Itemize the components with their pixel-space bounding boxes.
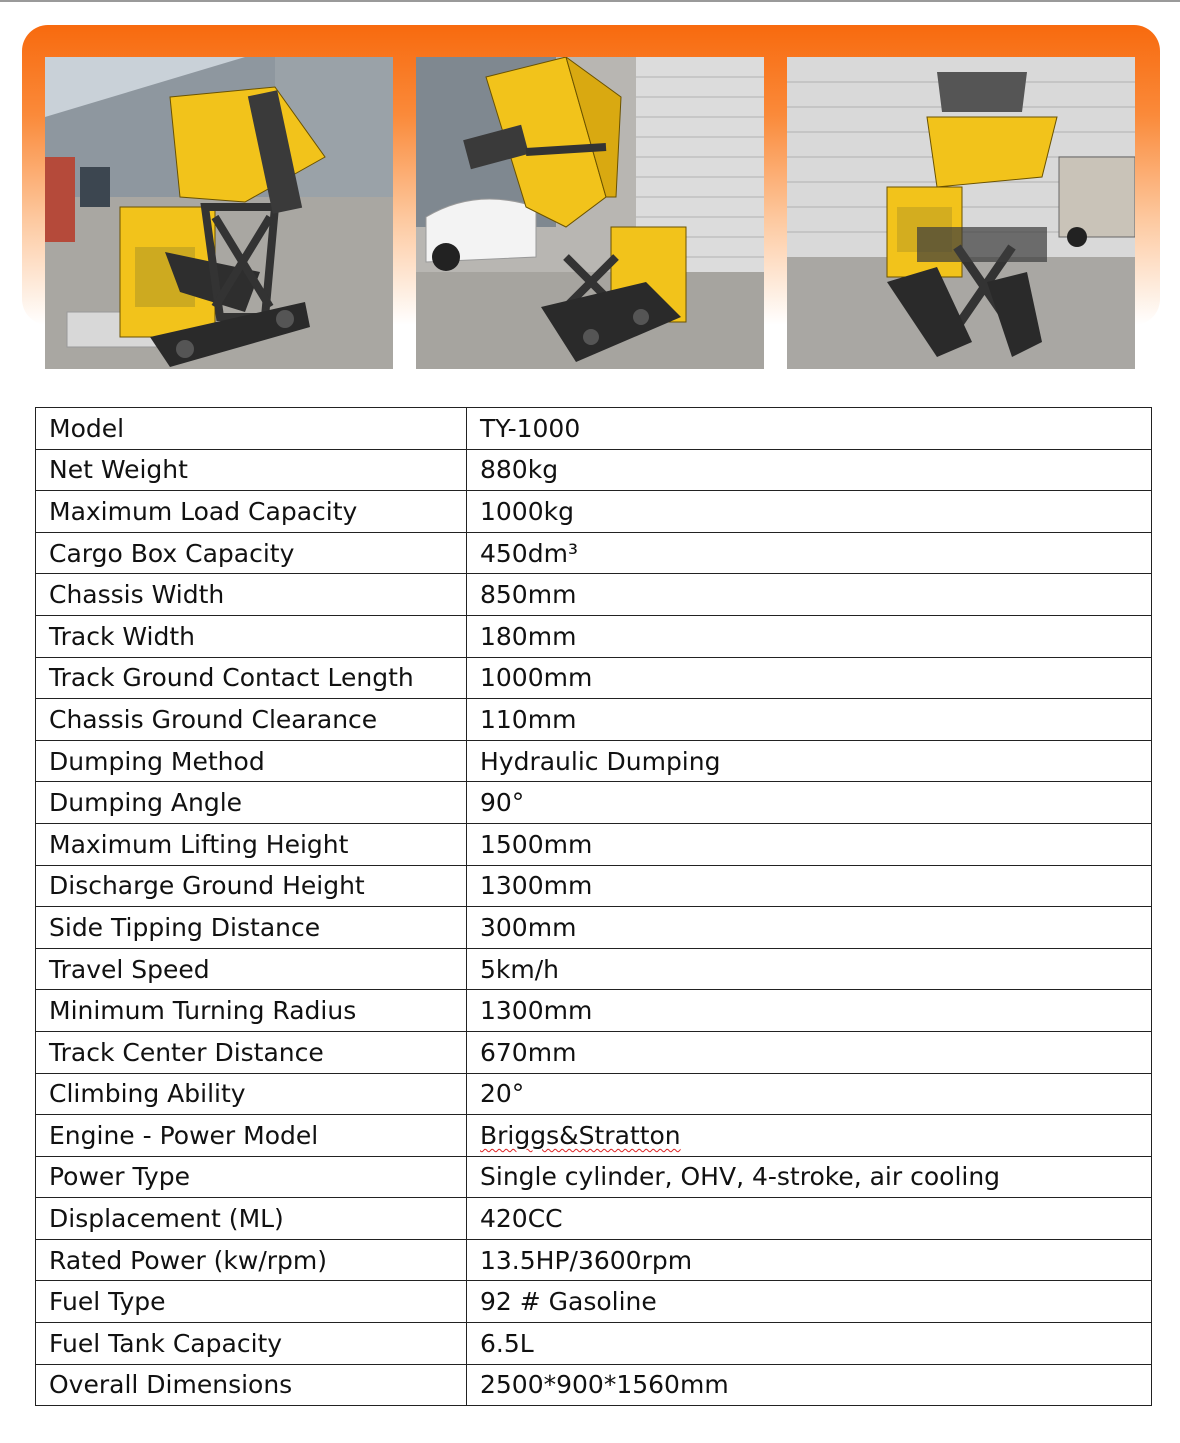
spec-row — [36, 408, 1152, 450]
spec-value: 1500mm — [467, 823, 1152, 865]
spec-row — [36, 907, 1152, 949]
spec-value: 1300mm — [467, 865, 1152, 907]
spec-value: Single cylinder, OHV, 4-stroke, air cooling — [467, 1156, 1152, 1198]
spec-value: 2500*900*1560mm — [467, 1364, 1152, 1406]
spec-row — [36, 1239, 1152, 1281]
spec-label: Fuel Tank Capacity — [36, 1323, 467, 1365]
spec-value: 300mm — [467, 907, 1152, 949]
spec-value-text: Briggs&Stratton — [480, 1120, 681, 1150]
spec-row — [36, 699, 1152, 741]
spec-row — [36, 782, 1152, 824]
spec-row — [36, 615, 1152, 657]
spec-value: 20° — [467, 1073, 1152, 1115]
spec-value: Hydraulic Dumping — [467, 740, 1152, 782]
spec-label: Net Weight — [36, 449, 467, 491]
tracked-dumper-photo-rear-image — [787, 57, 1135, 369]
spec-label: Overall Dimensions — [36, 1364, 467, 1406]
tracked-dumper-photo-front — [45, 57, 393, 369]
spec-row — [36, 532, 1152, 574]
spec-value: 180mm — [467, 615, 1152, 657]
spec-label: Dumping Method — [36, 740, 467, 782]
spec-row — [36, 865, 1152, 907]
tracked-dumper-photo-front-image — [45, 57, 393, 369]
spec-label: Chassis Ground Clearance — [36, 699, 467, 741]
spec-label: Track Center Distance — [36, 1031, 467, 1073]
spec-label: Side Tipping Distance — [36, 907, 467, 949]
spec-row — [36, 1031, 1152, 1073]
spec-row — [36, 1073, 1152, 1115]
spec-row — [36, 574, 1152, 616]
spec-value: 110mm — [467, 699, 1152, 741]
spec-label: Minimum Turning Radius — [36, 990, 467, 1032]
spec-row — [36, 948, 1152, 990]
spec-value: 6.5L — [467, 1323, 1152, 1365]
spec-row — [36, 491, 1152, 533]
spec-value: 1000kg — [467, 491, 1152, 533]
spec-label: Travel Speed — [36, 948, 467, 990]
spec-label: Maximum Load Capacity — [36, 491, 467, 533]
spec-label: Climbing Ability — [36, 1073, 467, 1115]
spec-value — [467, 1115, 1152, 1157]
spec-value: 850mm — [467, 574, 1152, 616]
spec-label: Power Type — [36, 1156, 467, 1198]
spec-row — [36, 1323, 1152, 1365]
spec-value: 1300mm — [467, 990, 1152, 1032]
spec-label: Track Ground Contact Length — [36, 657, 467, 699]
spec-label: Cargo Box Capacity — [36, 532, 467, 574]
spec-label: Maximum Lifting Height — [36, 823, 467, 865]
spec-row — [36, 449, 1152, 491]
spec-label: Dumping Angle — [36, 782, 467, 824]
spec-label: Discharge Ground Height — [36, 865, 467, 907]
spec-row — [36, 823, 1152, 865]
spec-label: Rated Power (kw/rpm) — [36, 1239, 467, 1281]
tracked-dumper-photo-tipping-image — [416, 57, 764, 369]
spec-value: 13.5HP/3600rpm — [467, 1239, 1152, 1281]
spec-label: Track Width — [36, 615, 467, 657]
spec-row — [36, 1156, 1152, 1198]
spec-label: Displacement (ML) — [36, 1198, 467, 1240]
spec-value: 450dm³ — [467, 532, 1152, 574]
spec-label: Fuel Type — [36, 1281, 467, 1323]
spec-label: Model — [36, 408, 467, 450]
spec-row — [36, 740, 1152, 782]
spec-row — [36, 1364, 1152, 1406]
spec-value: 1000mm — [467, 657, 1152, 699]
spec-value: 5km/h — [467, 948, 1152, 990]
spec-value: 92 # Gasoline — [467, 1281, 1152, 1323]
tracked-dumper-photo-tipping — [416, 57, 764, 369]
spec-row — [36, 1198, 1152, 1240]
spec-value: 90° — [467, 782, 1152, 824]
spec-label: Chassis Width — [36, 574, 467, 616]
spec-value: 880kg — [467, 449, 1152, 491]
spec-row — [36, 1115, 1152, 1157]
spec-value: 670mm — [467, 1031, 1152, 1073]
spec-value: TY-1000 — [467, 408, 1152, 450]
spec-label: Engine - Power Model — [36, 1115, 467, 1157]
spec-table — [35, 407, 1152, 1406]
top-divider — [0, 0, 1180, 2]
spec-row — [36, 1281, 1152, 1323]
spec-value: 420CC — [467, 1198, 1152, 1240]
spec-row — [36, 657, 1152, 699]
spec-row — [36, 990, 1152, 1032]
tracked-dumper-photo-rear — [787, 57, 1135, 369]
